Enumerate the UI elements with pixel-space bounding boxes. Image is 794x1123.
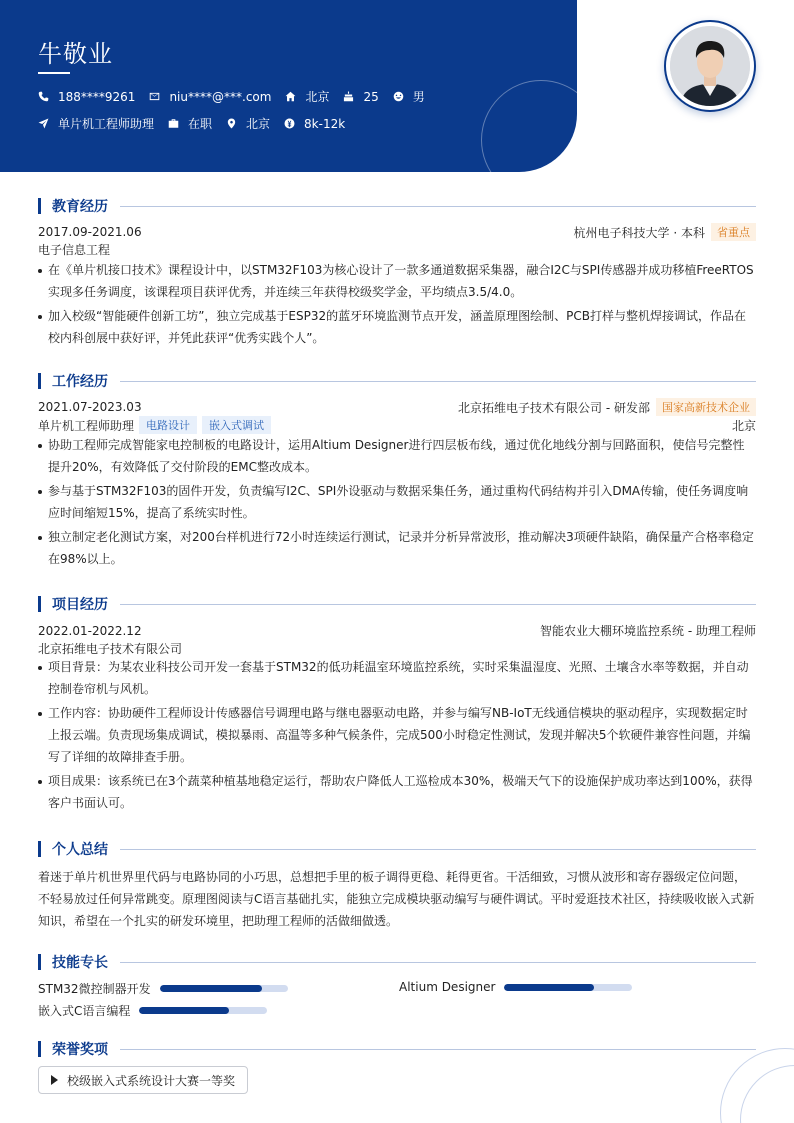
- section-bar: [38, 954, 41, 970]
- gender-info: [393, 88, 425, 105]
- job-intent-row: [38, 115, 359, 132]
- list-item: 项目成果：该系统已在3个蔬菜种植基地稳定运行，帮助农户降低人工巡检成本30%，极端天气下的设施保护成功率达到100%，获得客户书面认可。: [38, 770, 756, 814]
- honor-text: 校级嵌入式系统设计大赛一等奖: [67, 1073, 236, 1088]
- summary-title: 个人总结: [52, 842, 108, 858]
- skill-item: [38, 980, 288, 997]
- work-badge: 国家高新技术企业: [656, 398, 756, 416]
- status-info: [168, 115, 212, 132]
- summary-text: 着迷于单片机世界里代码与电路协同的小巧思，总想把手里的板子调得更稳、耗得更省。干活细致，习惯从波形和寄存器级定位问题，不轻易放过任何异常跳变。原理图阅读与C语言基础扎实，能独立完成模块驱动编写与硬件调试。平时爱逛技术社区，持续吸收嵌入式新知识，希望在一个扎实的研发环境里，把助理工程师的活做细做透。: [38, 870, 755, 928]
- salary-text: 8k-12k: [304, 116, 346, 131]
- location-pin-icon: [226, 118, 237, 129]
- project-title: 项目经历: [52, 597, 108, 613]
- skill-bar-fill: [139, 1007, 229, 1014]
- email-icon: [149, 91, 160, 102]
- work-role-group: [38, 416, 271, 434]
- salary-info: [284, 117, 345, 131]
- skill-bar-fill: [160, 985, 262, 992]
- education-major-row: [38, 241, 756, 258]
- contact-row: [38, 88, 439, 105]
- section-bar: [38, 198, 41, 214]
- skill-item: [399, 980, 632, 994]
- job-target-text: 单片机工程师助理: [58, 117, 155, 131]
- home-icon: [285, 91, 296, 102]
- project-date: 2022.01-2022.12: [38, 623, 142, 638]
- work-company-group: [458, 398, 756, 416]
- skill-bar-track: [504, 984, 632, 991]
- section-bar: [38, 596, 41, 612]
- work-header-row: [38, 398, 756, 416]
- work-tag: 电路设计: [139, 416, 197, 434]
- work-date: 2021.07-2023.03: [38, 400, 142, 414]
- section-bar: [38, 1041, 41, 1057]
- honors-title: 荣誉奖项: [52, 1042, 108, 1058]
- skills-section-title: [38, 952, 756, 972]
- work-tag: 嵌入式调试: [202, 416, 271, 434]
- work-company: 北京拓维电子技术有限公司 - 研发部: [458, 400, 650, 415]
- work-location: 北京: [731, 418, 756, 433]
- status-text: 在职: [188, 117, 213, 131]
- work-section-title: [38, 371, 756, 391]
- resume-header: [0, 0, 577, 172]
- briefcase-icon: [168, 118, 179, 129]
- section-divider: [120, 849, 756, 850]
- education-title: 教育经历: [52, 199, 108, 215]
- section-divider: [120, 962, 756, 963]
- education-school-group: [574, 223, 756, 241]
- triangle-right-icon: [51, 1075, 58, 1085]
- honors-section-title: [38, 1039, 756, 1059]
- candidate-name: 牛敬业: [38, 40, 113, 68]
- avatar-portrait-icon: [670, 26, 750, 106]
- phone-icon: [38, 91, 49, 102]
- project-company-row: [38, 640, 756, 657]
- project-company: 北京拓维电子技术有限公司: [38, 642, 183, 656]
- email-text: niu****@***.com: [169, 89, 272, 104]
- age-info: [343, 90, 378, 104]
- skill-label: Altium Designer: [399, 980, 496, 994]
- education-major: 电子信息工程: [38, 243, 111, 257]
- money-icon: [284, 118, 295, 129]
- summary-section-title: [38, 839, 756, 859]
- phone-text: 188****9261: [58, 89, 136, 104]
- email-info: [149, 90, 271, 104]
- skills-title: 技能专长: [52, 955, 108, 971]
- skill-label: 嵌入式C语言编程: [38, 1004, 131, 1018]
- target-city-text: 北京: [246, 117, 271, 131]
- target-city-info: [226, 115, 270, 132]
- section-bar: [38, 841, 41, 857]
- project-section-title: [38, 594, 756, 614]
- list-item: 参与基于STM32F103的固件开发，负责编写I2C、SPI外设驱动与数据采集任务，通过重构代码结构并引入DMA传输，使任务调度响应时间缩短15%，提高了系统实时性。: [38, 480, 756, 524]
- list-item: 在《单片机接口技术》课程设计中，以STM32F103为核心设计了一款多通道数据采集器，融合I2C与SPI传感器并成功移植FreeRTOS实现多任务调度，该课程项目获评优秀，并连续三年获得校级奖学金，平均绩点3.5/4.0。: [38, 259, 756, 303]
- avatar-frame: [664, 20, 756, 112]
- list-item: 项目背景：为某农业科技公司开发一套基于STM32的低功耗温室环境监控系统，实时采集温湿度、光照、土壤含水率等数据，并自动控制卷帘机与风机。: [38, 656, 756, 700]
- honor-item: [38, 1066, 248, 1094]
- section-divider: [120, 206, 756, 207]
- education-header-row: [38, 223, 756, 241]
- list-item: 独立制定老化测试方案，对200台样机进行72小时连续运行测试，记录并分析异常波形，推动解决3项硬件缺陷，确保量产合格率稳定在98%以上。: [38, 526, 756, 570]
- skill-label: STM32微控制器开发: [38, 982, 151, 996]
- education-badge: 省重点: [711, 223, 756, 241]
- work-role: 单片机工程师助理: [38, 418, 135, 433]
- project-header-row: [38, 622, 756, 639]
- cake-icon: [343, 91, 354, 102]
- project-name-role: 智能农业大棚环境监控系统 - 助理工程师: [540, 624, 756, 638]
- work-role-row: [38, 416, 756, 434]
- section-divider: [120, 1049, 756, 1050]
- skill-bar-track: [160, 985, 288, 992]
- city-info: [285, 88, 329, 105]
- phone-info: [38, 90, 135, 104]
- age-text: 25: [363, 89, 379, 104]
- education-section-title: [38, 196, 756, 216]
- list-item: 工作内容：协助硬件工程师设计传感器信号调理电路与继电器驱动电路，并参与编写NB-IoT无线通信模块的驱动程序，实现数据定时上报云端。负责现场集成调试，模拟暴雨、高温等多种气候条件，完成500小时稳定性测试，发现并解决5个软硬件兼容性问题，并编写了详细的故障排查手册。: [38, 702, 756, 768]
- city-text: 北京: [305, 90, 330, 104]
- section-bar: [38, 373, 41, 389]
- smiley-icon: [393, 91, 404, 102]
- education-bullet-list: [38, 259, 756, 351]
- work-title: 工作经历: [52, 374, 108, 390]
- name-underline: [38, 72, 70, 74]
- project-bullet-list: [38, 656, 756, 816]
- section-divider: [120, 604, 756, 605]
- skill-item: [38, 1002, 267, 1019]
- job-target-info: [38, 115, 154, 132]
- list-item: 加入校级“智能硬件创新工坊”，独立完成基于ESP32的蓝牙环境监测节点开发，涵盖原理图绘制、PCB打样与整机焊接调试，作品在校内科创展中获好评，并凭此获评“优秀实践个人”。: [38, 305, 756, 349]
- header-decoration-circle: [481, 80, 577, 172]
- gender-text: 男: [412, 90, 425, 104]
- education-date: 2017.09-2021.06: [38, 225, 142, 239]
- skill-bar-fill: [504, 984, 594, 991]
- list-item: 协助工程师完成智能家电控制板的电路设计，运用Altium Designer进行四层板布线，通过优化地线分割与回路面积，使信号完整性提升20%，有效降低了交付阶段的EMC整改成本。: [38, 434, 756, 478]
- send-icon: [38, 118, 49, 129]
- section-divider: [120, 381, 756, 382]
- skill-bar-track: [139, 1007, 267, 1014]
- work-bullet-list: [38, 434, 756, 572]
- education-school: 杭州电子科技大学 · 本科: [573, 225, 705, 240]
- avatar: [670, 26, 750, 106]
